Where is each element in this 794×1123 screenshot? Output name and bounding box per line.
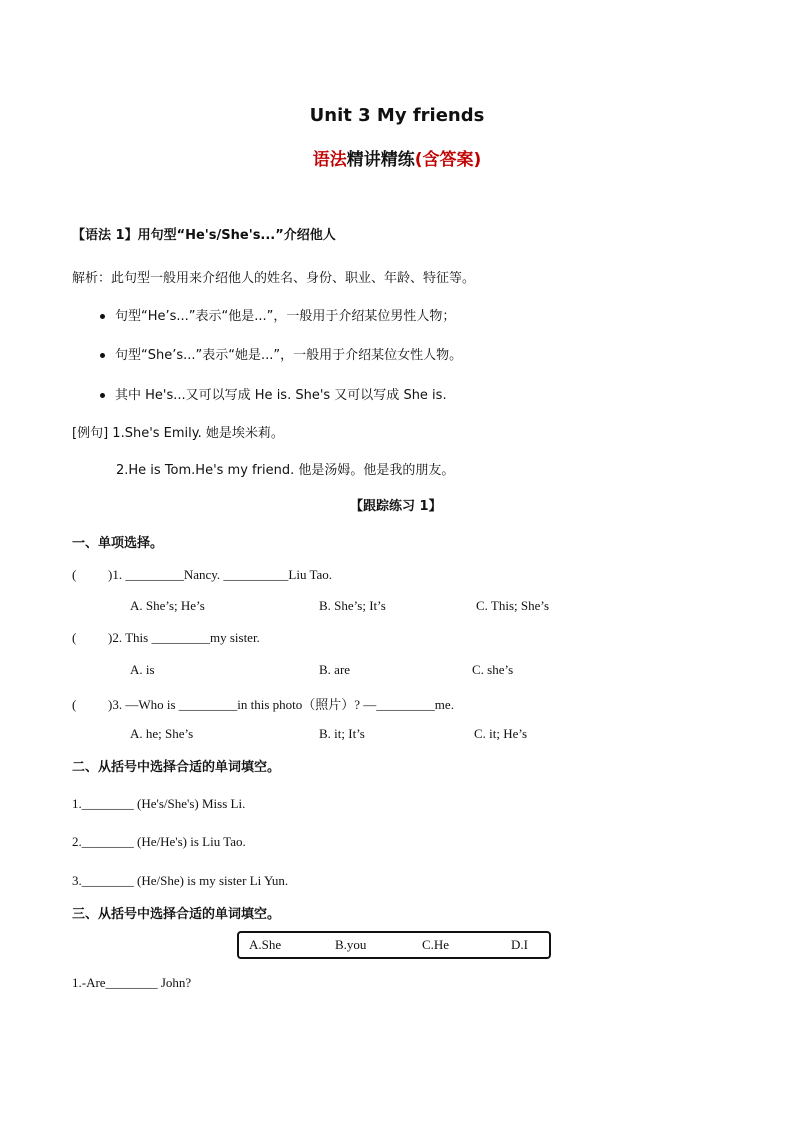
option: A. She’s; He’s [130, 598, 205, 613]
choice: B.you [335, 937, 367, 952]
fill-item: 1.________ (He's/She's) Miss Li. [72, 796, 246, 811]
bullet-item [100, 344, 462, 363]
bullet-text: 句型“He’s...”表示“他是...”，一般用于介绍某位男性人物； [115, 309, 456, 324]
section1-heading: 一、单项选择。 [72, 536, 164, 551]
question-text: 1. _________Nancy. __________Liu Tao. [112, 567, 333, 582]
question-text: 3. —Who is _________in this photo（照片）? —_________me. [112, 697, 454, 712]
bullet-dot-icon [100, 353, 105, 358]
answer-paren-close: ) [108, 567, 113, 582]
bullet-item [100, 384, 447, 403]
question-3 [72, 694, 454, 713]
practice-title: 【跟踪练习 1】 [350, 499, 442, 514]
section2-heading: 二、从括号中选择合适的单词填空。 [72, 760, 281, 775]
answer-paren-close: ) [108, 630, 113, 645]
bullet-text: 句型“She’s...”表示“她是...”，一般用于介绍某位女性人物。 [115, 348, 463, 363]
bullet-dot-icon [100, 314, 105, 319]
page-subtitle [0, 145, 794, 170]
choice: A.She [249, 937, 282, 952]
option: C. This; She’s [476, 598, 550, 613]
option: B. it; It’s [319, 726, 365, 741]
option: C. she’s [472, 662, 514, 677]
fill-item: 3.________ (He/She) is my sister Li Yun. [72, 873, 289, 888]
answer-paren-open: ( [72, 567, 77, 582]
bullet-text: 其中 He's...又可以写成 He is. She's 又可以写成 She is. [115, 388, 447, 403]
subtitle-part3: (含答案) [414, 150, 482, 170]
grammar1-heading: 【语法 1】用句型“He's/She's...”介绍他人 [72, 228, 336, 243]
bullet-dot-icon [100, 393, 105, 398]
example-2: 2.He is Tom.He's my friend. 他是汤姆。他是我的朋友。 [116, 463, 455, 478]
bullet-item [100, 305, 455, 324]
option: C. it; He’s [474, 726, 528, 741]
answer-paren-close: ) [108, 697, 113, 712]
page-title: Unit 3 My friends [309, 105, 485, 126]
subtitle-part1: 语法 [312, 150, 347, 170]
option: B. are [319, 662, 351, 677]
subtitle-part2: 精讲精练 [346, 150, 415, 170]
example-label: [例句] [72, 426, 109, 441]
question-text: 2. This _________my sister. [112, 630, 260, 645]
choice: C.He [422, 937, 450, 952]
answer-paren-open: ( [72, 697, 77, 712]
example-1: 1.She's Emily. 她是埃米莉。 [112, 426, 284, 441]
fill-item: 2.________ (He/He's) is Liu Tao. [72, 834, 246, 849]
option: A. he; She’s [130, 726, 194, 741]
question-1 [72, 567, 332, 583]
answer-paren-open: ( [72, 630, 77, 645]
grammar1-analysis: 解析：此句型一般用来介绍他人的姓名、身份、职业、年龄、特征等。 [72, 271, 476, 286]
fill-item: 1.-Are________ John? [72, 975, 192, 990]
option: B. She’s; It’s [319, 598, 386, 613]
example-line-1 [72, 422, 284, 441]
question-2 [72, 630, 260, 646]
option: A. is [130, 662, 155, 677]
section3-heading: 三、从括号中选择合适的单词填空。 [72, 907, 281, 922]
choice: D.I [511, 937, 528, 952]
word-choice-box [237, 931, 551, 959]
